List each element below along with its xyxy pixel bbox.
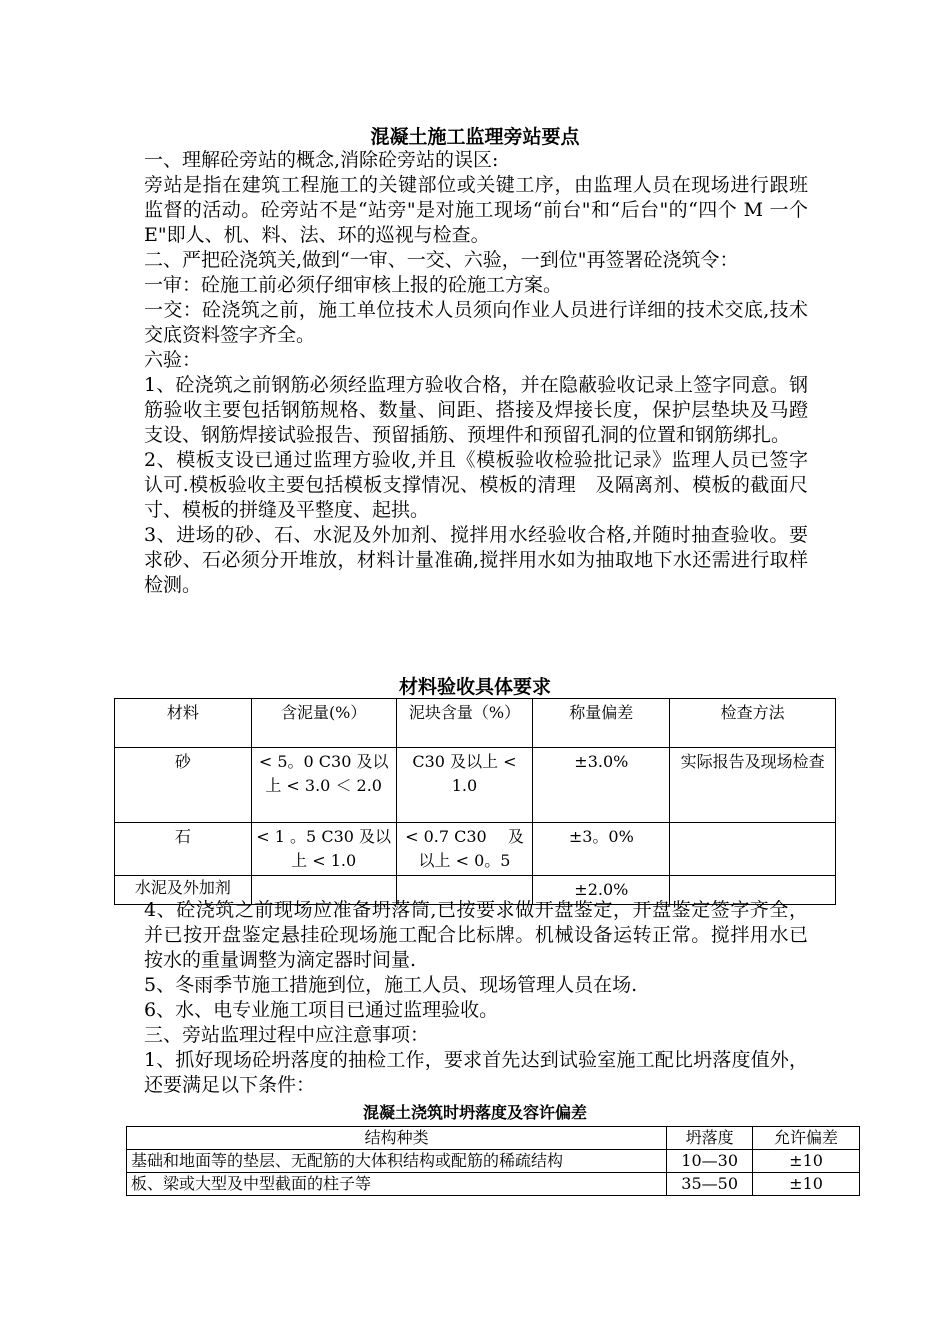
table-header-cell: 称量偏差 [533, 699, 670, 748]
table-cell [670, 823, 836, 876]
slump-tolerance-table [126, 1126, 860, 1196]
table-header-cell: 检查方法 [670, 699, 836, 748]
section1-body: 旁站是指在建筑工程施工的关键部位或关键工序，由监理人员在现场进行跟班监督的活动。砼旁站不是“站旁"是对施工现场“前台"和“后台"的“四个 M 一个 E"即人、机、料、法、环的巡视与检查。 [144, 174, 808, 246]
table-cell: 10—30 [667, 1150, 753, 1173]
table-header-cell: 含泥量(%） [251, 699, 396, 748]
table-cell: 水泥及外加剂 [115, 876, 252, 905]
material-acceptance-table [114, 698, 836, 905]
table2-title: 混凝土浇筑时坍落度及容许偏差 [362, 1103, 587, 1122]
table-cell: 板、梁或大型及中型截面的柱子等 [127, 1173, 667, 1196]
table-cell: ±10 [753, 1150, 860, 1173]
body-text-upper [144, 148, 808, 598]
table-header-row [115, 699, 836, 748]
table-header-row [127, 1127, 860, 1150]
table-cell: 石 [115, 823, 252, 876]
table-row [115, 748, 836, 823]
body-text-lower [144, 898, 808, 1098]
table-header-cell: 允许偏差 [753, 1127, 860, 1150]
table-header-cell: 材料 [115, 699, 252, 748]
table1-title: 材料验收具体要求 [398, 676, 551, 698]
table-cell: ±2.0% [533, 876, 670, 905]
section3-item-1: 1、抓好现场砼坍落度的抽检工作，要求首先达到试验室施工配比坍落度值外，还要满足以下条件： [144, 1049, 808, 1096]
table-row [127, 1173, 860, 1196]
document-title: 混凝土施工监理旁站要点 [370, 126, 580, 148]
yi-shen-paragraph: 一审：砼施工前必须仔细审核上报的砼施工方案。 [144, 274, 563, 296]
section1-heading: 一、理解砼旁站的概念,消除砼旁站的误区: [144, 149, 499, 171]
table-row [115, 823, 836, 876]
table-cell: < 5。0 C30 及以上 < 3.0 ＜ 2.0 [251, 748, 396, 823]
table-cell: 基础和地面等的垫层、无配筋的大体积结构或配筋的稀疏结构 [127, 1150, 667, 1173]
liu-yan-heading: 六验： [144, 349, 202, 371]
table-row [127, 1150, 860, 1173]
table-cell: ±3。0% [533, 823, 670, 876]
yi-jiao-paragraph: 一交：砼浇筑之前，施工单位技术人员须向作业人员进行详细的技术交底,技术交底资料签字齐全。 [144, 299, 808, 346]
table-cell: ±3.0% [533, 748, 670, 823]
item-2: 2、模板支设已通过监理方验收,并且《模板验收检验批记录》监理人员已签字认可.模板验收主要包括模板支撑情况、模板的清理 及隔离剂、模板的截面尺寸、模板的拼缝及平整度、起拱。 [144, 449, 808, 521]
table-header-cell: 结构种类 [127, 1127, 667, 1150]
section2-heading: 二、严把砼浇筑关,做到“一审、一交、六验，一到位"再签署砼浇筑令： [144, 249, 739, 271]
table-header-cell: 泥块含量（%） [396, 699, 533, 748]
table-cell: 实际报告及现场检查 [670, 748, 836, 823]
item-6: 6、水、电专业施工项目已通过监理验收。 [144, 999, 499, 1021]
table-header-cell: 坍落度 [667, 1127, 753, 1150]
table-cell: < 0.7 C30 及以上 < 0。5 [396, 823, 533, 876]
item-4: 4、砼浇筑之前现场应准备坍落筒,已按要求做开盘鉴定，开盘鉴定签字齐全，并已按开盘鉴定悬挂砼现场施工配合比标牌。机械设备运转正常。搅拌用水已按水的重量调整为滴定器时间量. [144, 899, 808, 971]
table-cell: 砂 [115, 748, 252, 823]
table-cell: ±10 [753, 1173, 860, 1196]
item-3: 3、进场的砂、石、水泥及外加剂、搅拌用水经验收合格,并随时抽查验收。要求砂、石必须分开堆放，材料计量准确,搅拌用水如为抽取地下水还需进行取样检测。 [144, 524, 808, 596]
section3-heading: 三、旁站监理过程中应注意事项： [144, 1024, 430, 1046]
item-1: 1、砼浇筑之前钢筋必须经监理方验收合格，并在隐蔽验收记录上签字同意。钢筋验收主要包括钢筋规格、数量、间距、搭接及焊接长度，保护层垫块及马蹬支设、钢筋焊接试验报告、预留插筋、预埋件和预留孔洞的位置和钢筋绑扎。 [144, 374, 808, 446]
table-cell: 35—50 [667, 1173, 753, 1196]
item-5: 5、冬雨季节施工措施到位，施工人员、现场管理人员在场. [144, 974, 638, 996]
table-cell: C30 及以上 < 1.0 [396, 748, 533, 823]
table-cell: < 1 。5 C30 及以上 < 1.0 [251, 823, 396, 876]
